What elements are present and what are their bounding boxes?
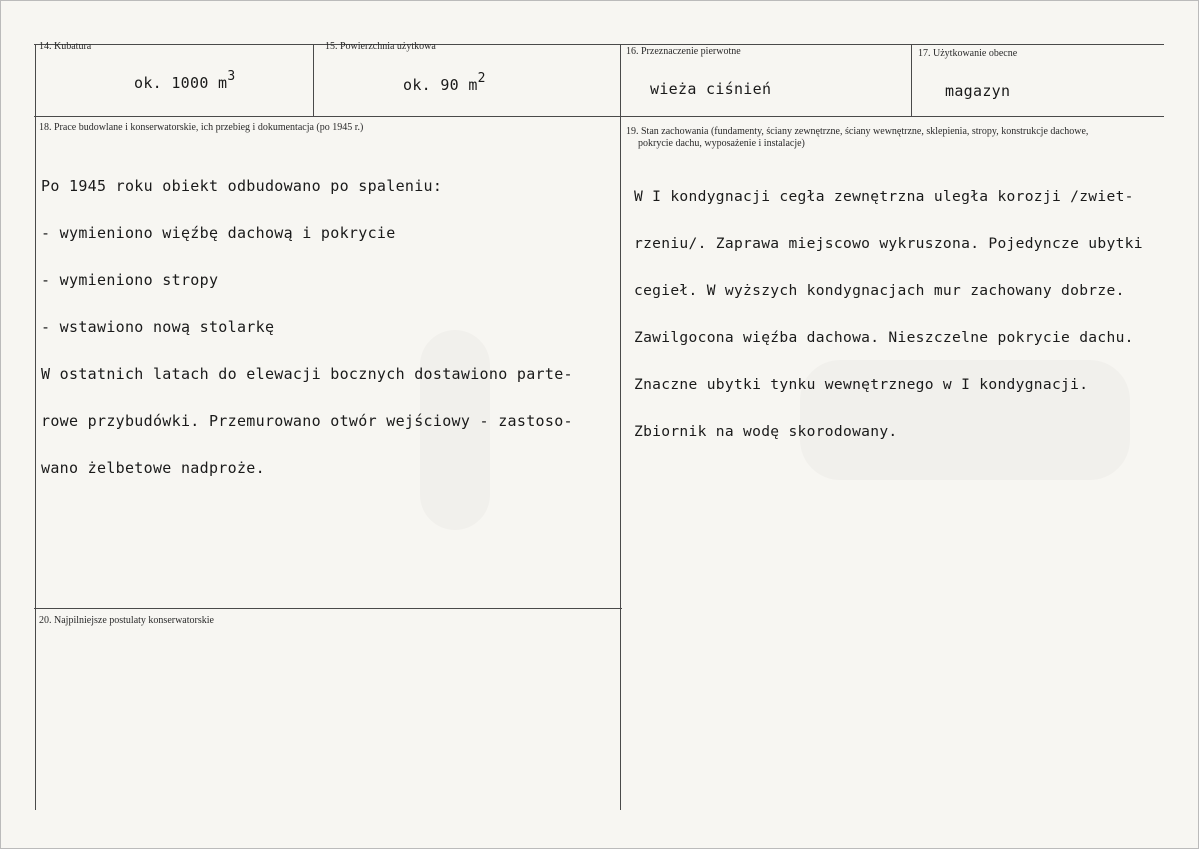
field-18-line: W ostatnich latach do elewacji bocznych dostawiono parte-	[41, 364, 573, 383]
field-18-line: - wymieniono stropy	[41, 270, 219, 289]
field-16-value: wieża ciśnień	[650, 80, 772, 98]
field-15-label: 15. Powierzchnia użytkowa	[325, 41, 436, 52]
rule-col4	[911, 44, 912, 116]
field-19-line: cegieł. W wyższych kondygnacjach mur zachowany dobrze.	[634, 281, 1125, 299]
field-19-line: W I kondygnacji cegła zewnętrzna uległa korozji /zwiet-	[634, 187, 1134, 205]
field-19-label-line: pokrycie dachu, wyposażenie i instalacje)	[638, 138, 805, 149]
rule-row2	[34, 608, 622, 609]
rule-col2	[313, 44, 314, 116]
field-18-line: - wstawiono nową stolarkę	[41, 317, 275, 336]
field-18-line: - wymieniono więźbę dachową i pokrycie	[41, 223, 396, 242]
field-18-text	[41, 151, 573, 504]
field-17-label: 17. Użytkowanie obecne	[918, 48, 1018, 59]
field-14-value: ok. 1000 $m^3$	[134, 69, 236, 92]
field-19-line: Zbiornik na wodę skorodowany.	[634, 422, 898, 440]
field-18-label: 18. Prace budowlane i konserwatorskie, ich przebieg i dokumentacja (po 1945 r.)	[39, 122, 364, 133]
field-14-label: 14. Kubatura	[39, 41, 92, 52]
field-15-value: ok. 90 $m^2$	[403, 71, 486, 94]
field-19-line: Znaczne ubytki tynku wewnętrznego w I kondygnacji.	[634, 375, 1089, 393]
rule-col3	[620, 44, 621, 810]
field-15-exponent: 2	[477, 71, 486, 86]
field-20-label: 20. Najpilniejsze postulaty konserwatorskie	[39, 615, 214, 626]
field-19-line: Zawilgocona więźba dachowa. Nieszczelne pokrycie dachu.	[634, 328, 1134, 346]
field-18-line: rowe przybudówki. Przemurowano otwór wejściowy - zastoso-	[41, 411, 573, 430]
field-19-line: rzeniu/. Zaprawa miejscowo wykruszona. Pojedyncze ubytki	[634, 234, 1143, 252]
field-16-label: 16. Przeznaczenie pierwotne	[626, 46, 741, 57]
field-17-value: magazyn	[945, 82, 1011, 100]
field-19-label-line: 19. Stan zachowania (fundamenty, ściany zewnętrzne, ściany wewnętrzne, sklepienia, stropy, konstrukcje dachowe,	[626, 126, 1089, 137]
field-18-line: wano żelbetowe nadproże.	[41, 458, 265, 477]
field-19-text	[634, 161, 1143, 467]
field-19-label	[626, 126, 1088, 150]
field-14-exponent: 3	[227, 69, 236, 84]
rule-col1	[35, 44, 36, 810]
rule-row1	[34, 116, 1164, 117]
field-18-line: Po 1945 roku obiekt odbudowano po spaleniu:	[41, 176, 443, 195]
rule-top	[34, 44, 1164, 45]
